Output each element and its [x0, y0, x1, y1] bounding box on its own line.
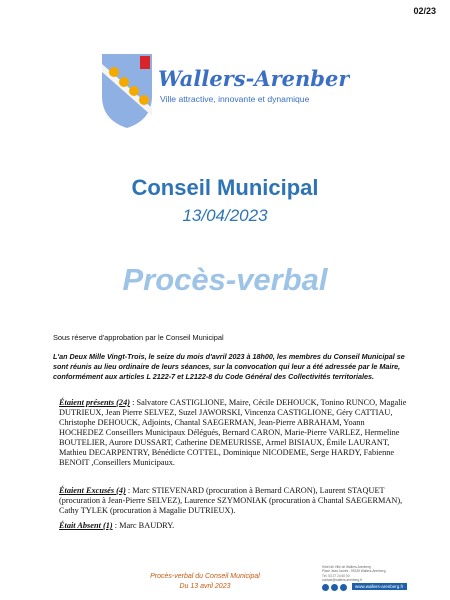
- proces-verbal-heading: Procès-verbal: [122, 262, 328, 297]
- address-line: contact@wallers-arenberg.fr: [322, 577, 363, 582]
- absent-label: Était Absent (1): [59, 521, 113, 530]
- absent-list: : Marc BAUDRY.: [112, 521, 175, 530]
- present-label: Étaient présents (24): [59, 398, 130, 407]
- address-line: Hôtel de Ville de Wallers-Arenberg: [322, 565, 371, 569]
- address-line: Tél. 03 27 24 60 00: [322, 573, 350, 578]
- svg-text:Wallers-Arenberg: Wallers-Arenberg: [158, 66, 350, 91]
- meeting-date: 13/04/2023: [182, 206, 268, 225]
- city-logo-image: [100, 50, 350, 130]
- document-title: Conseil Municipal: [131, 175, 319, 200]
- facebook-icon: [322, 584, 329, 591]
- page-number: 02/23: [413, 6, 436, 16]
- social-icons: [322, 584, 347, 591]
- intro-paragraph: L'an Deux Mille Vingt-Trois, le seize du mois d'avril 2023 à 18h00, les membres du Conseil Municipal se sont réunis au lieu ordinaire de leurs séances, sur la convocation qui leur a été adressée par le Maire, conformément aux articles L 2122-7 et L2122-8 du Code Général des Collectivités territoriales.: [53, 352, 405, 381]
- present-members-section: [59, 398, 411, 468]
- footer-line-1: Procès-verbal du Conseil Municipal: [150, 573, 260, 580]
- footer-line-2: Du 13 avril 2023: [179, 583, 231, 590]
- website-link[interactable]: www.wallers-arenberg.fr: [352, 583, 407, 590]
- instagram-icon: [331, 584, 338, 591]
- footer-address: [322, 565, 392, 582]
- twitter-icon: [340, 584, 347, 591]
- address-line: Place Jean Jaurès - 59135 Wallers-Arenberg: [322, 569, 386, 574]
- excused-members-section: [59, 486, 411, 516]
- city-logo: [100, 50, 350, 130]
- absent-members-section: [59, 521, 411, 531]
- excused-list: : Marc STIEVENARD (procuration à Bernard CARON), Laurent STAQUET (procuration à Jean-Pierre SELVEZ), Laurence SZYMONIAK (procuration à Chantal SAEGERMAN), Cathy TYLEK (procuration à Magalie DUTRIEUX).: [59, 486, 403, 515]
- svg-text:Ville attractive, innovante et: Ville attractive, innovante et dynamique: [160, 94, 310, 104]
- present-list: : Salvatore CASTIGLIONE, Maire, Cécile DEHOUCK, Tonino RUNCO, Magalie DUTRIEUX, Jean Pierre SELVEZ, Suzel JAWORSKI, Vincenza CASTIGLIONE, Géry CATTIAU, Christophe DEHOUCK, Adjoints, Chantal SAEGERMAN, Jean-Pierre ABRAHAM, Yoann HOCHEDEZ Conseillers Municipaux Délégués, Bernard CARON, Marie-Pierre VARLEZ, Hermeline BOUTELIER, Aurore DUSSART, Catherine DEMEURISSE, Armel BISIAUX, Émile LAURANT, Mathieu DECARPENTRY, Bénédicte COTTEL, Dominique NICODEME, Serge HARDY, Fabienne BENOIT ,Conseillers Municipaux.: [59, 398, 407, 467]
- excused-label: Étaient Excusés (4): [59, 486, 126, 495]
- approval-note: Sous réserve d'approbation par le Conseil Municipal: [53, 333, 224, 342]
